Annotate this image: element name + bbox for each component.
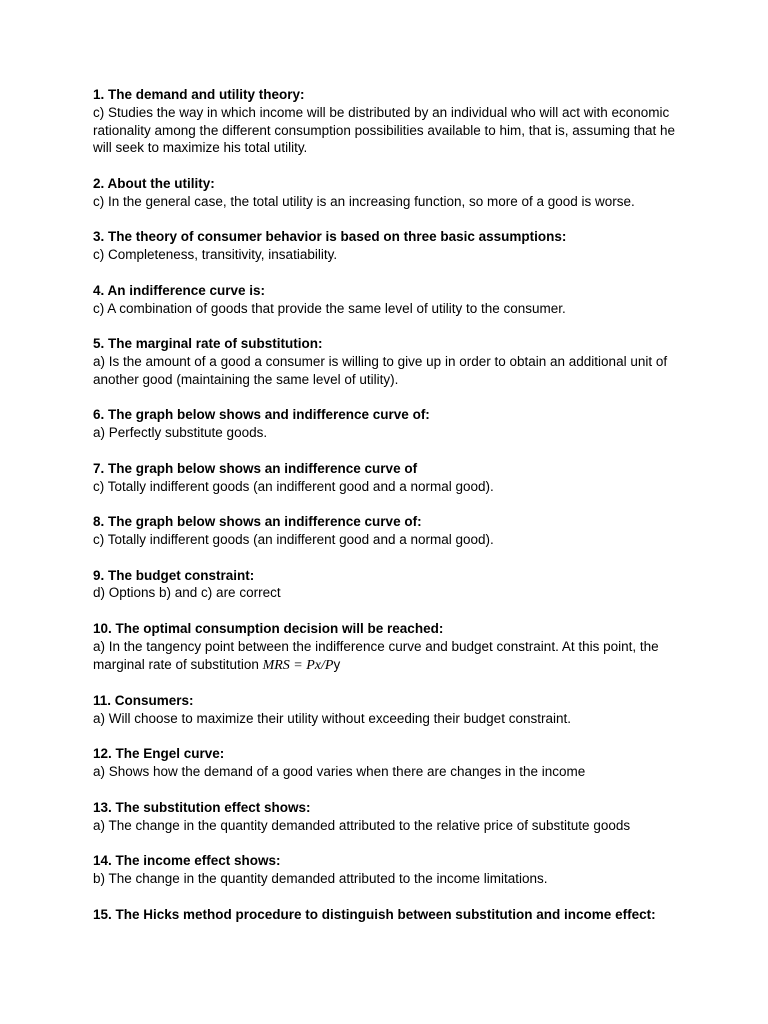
question-text: 5. The marginal rate of substitution:: [93, 336, 323, 352]
answer-text: a) Is the amount of a good a consumer is willing to give up in order to obtain an additional unit of another good (maintaining the same level of utility).: [93, 353, 668, 387]
question-text: 2. About the utility:: [93, 175, 215, 191]
answer-text: d) Options b) and c) are correct: [93, 585, 281, 601]
question-item-7: [93, 460, 683, 496]
answer-text: a) The change in the quantity demanded attributed to the relative price of substitute goods: [93, 817, 631, 833]
question-text: 3. The theory of consumer behavior is based on three basic assumptions:: [93, 229, 567, 245]
question-text: 10. The optimal consumption decision will be reached:: [93, 620, 444, 636]
question-item-11: [93, 692, 683, 728]
question-item-5: [93, 335, 683, 388]
question-item-9: [93, 567, 683, 603]
question-item-2: [93, 175, 683, 211]
question-text: 15. The Hicks method procedure to distinguish between substitution and income effect:: [93, 906, 656, 922]
answer-text: b) The change in the quantity demanded attributed to the income limitations.: [93, 871, 548, 887]
question-text: 8. The graph below shows an indifference curve of:: [93, 514, 422, 530]
question-text: 14. The income effect shows:: [93, 853, 281, 869]
question-item-6: [93, 406, 683, 442]
answer-text: c) Totally indifferent goods (an indifferent good and a normal good).: [93, 478, 494, 494]
question-text: 1. The demand and utility theory:: [93, 87, 305, 102]
question-item-15: [93, 906, 683, 924]
question-text: 9. The budget constraint:: [93, 567, 255, 583]
question-text: 13. The substitution effect shows:: [93, 799, 311, 815]
question-item-3: [93, 228, 683, 264]
question-text: 11. Consumers:: [93, 693, 194, 709]
question-text: 12. The Engel curve:: [93, 746, 225, 762]
question-item-12: [93, 745, 683, 781]
question-text: 7. The graph below shows an indifference curve of: [93, 460, 418, 476]
question-text: 6. The graph below shows and indifference curve of:: [93, 407, 430, 423]
question-item-10: [93, 620, 683, 674]
answer-text: c) In the general case, the total utility is an increasing function, so more of a good is worse.: [93, 193, 635, 209]
answer-text: a) Will choose to maximize their utility without exceeding their budget constraint.: [93, 710, 571, 726]
answer-text: a) Shows how the demand of a good varies when there are changes in the income: [93, 764, 586, 780]
answer-text: a) Perfectly substitute goods.: [93, 425, 268, 441]
answer-text: c) Studies the way in which income will be distributed by an individual who will act with economic rationality among the different consumption possibilities available to him, that is, assuming that he will seek to maximize his total utility.: [93, 104, 676, 156]
answer-text: c) Totally indifferent goods (an indifferent good and a normal good).: [93, 531, 494, 547]
question-item-4: [93, 282, 683, 318]
answer-text: c) Completeness, transitivity, insatiability.: [93, 247, 338, 263]
question-text: 4. An indifference curve is:: [93, 282, 266, 298]
answer-text-tail: y: [333, 656, 341, 672]
question-item-13: [93, 799, 683, 835]
answer-text: [93, 638, 683, 675]
answer-text-lead: a) In the tangency point between the indifference curve and budget constraint. At this point, the marginal rate of substitution: [93, 638, 659, 672]
question-item-8: [93, 513, 683, 549]
question-item-1: [93, 86, 683, 157]
mrs-formula: MRS = Px/P: [262, 657, 334, 673]
answer-text: c) A combination of goods that provide the same level of utility to the consumer.: [93, 300, 566, 316]
question-list: [93, 86, 683, 941]
question-item-14: [93, 852, 683, 888]
